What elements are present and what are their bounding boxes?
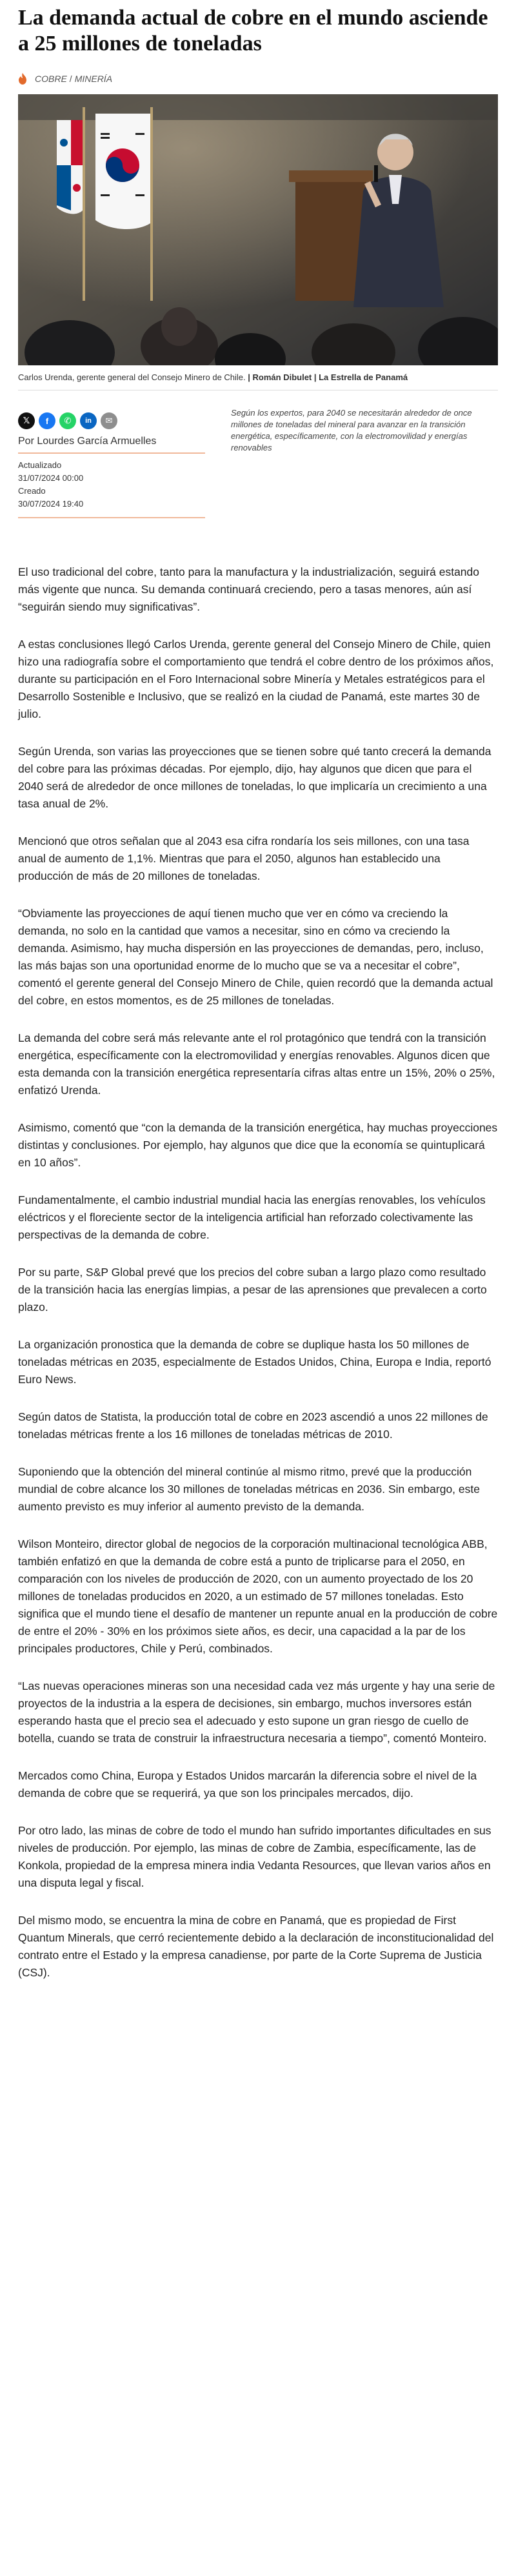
article-paragraph: Fundamentalmente, el cambio industrial mundial hacia las energías renovables, los vehículos eléctricos y el floreciente sector de la inteligencia artificial han reforzado colectivamente las perspectivas de la demanda de cobre. — [18, 1193, 486, 1241]
article-dates — [18, 454, 205, 518]
linkedin-icon[interactable]: in — [80, 412, 97, 429]
article-paragraph: El uso tradicional del cobre, tanto para la manufactura y la industrialización, seguirá estando más vigente que nunca. Su demanda continuará creciendo, pero a tasas menores, aún así “seguirán siendo muy significativas”. — [18, 565, 479, 613]
article-paragraph: Wilson Monteiro, director global de negocios de la corporación multinacional tecnológica ABB, también enfatizó en que la demanda de cobre está a punto de triplicarse para el 2050, en comparación con los niveles de producción de 2020, con un aumento proyectado de los 20 millones de toneladas producidos en 2020, a un estimado de 57 millones toneladas. Esto significa que el mundo tiene el desafío de mantener un repunte anual en la producción de cobre de entre el 20% - 30% en los próximos siete años, es decir, una capacidad a la par de los principales productores, Chile y Perú, combinados. — [18, 1537, 498, 1655]
created-date: 30/07/2024 19:40 — [18, 499, 84, 509]
section-tags — [0, 57, 516, 88]
hero-photo — [18, 94, 498, 365]
article-paragraph: Del mismo modo, se encuentra la mina de cobre en Panamá, que es propiedad de First Quantum Minerals, que cerró recientemente debido a la declaración de inconstitucionalidad del contrato entre el Estado y la empresa canadiense, por parte de la Corte Suprema de Justicia (CSJ). — [18, 1914, 494, 1979]
article-paragraph: Por su parte, S&P Global prevé que los precios del cobre suban a largo plazo como resultado de la transición hacia las energías limpias, a pesar de las aprensiones que prevalecen a corto plazo. — [18, 1266, 487, 1313]
whatsapp-icon[interactable]: ✆ — [59, 412, 76, 429]
article-paragraph: Asimismo, comentó que “con la demanda de la transición energética, hay muchas proyecciones distintas y conclusiones. Por ejemplo, hay algunos que dice que la economía se quintuplicará en 10 años”. — [18, 1121, 498, 1169]
article-paragraph: La demanda del cobre será más relevante ante el rol protagónico que tendrá con la transición energética, específicamente con la electromovilidad y energías renovables. Algunos dicen que esta demanda con la transición energética representaría cifras altas entre un 15%, 20% o 25%, enfatizó Urenda. — [18, 1031, 495, 1097]
share-buttons — [18, 412, 205, 429]
article-paragraph: Mercados como China, Europa y Estados Unidos marcarán la diferencia sobre el nivel de la demanda de cobre que se requerirá, ya que son los principales mercados, dijo. — [18, 1769, 477, 1800]
meta-left-column — [18, 407, 205, 518]
article-paragraph: “Obviamente las proyecciones de aquí tienen mucho que ver en cómo va creciendo la demanda, no solo en la cantidad que vamos a necesitar, sino en cómo va creciendo la demanda. Asimismo, hay mucha dispersión en las proyecciones de demandas, pero, incluso, las más bajas son una oportunidad enorme de lo mucho que se va a necesitar el cobre”, comentó el gerente general del Consejo Minero de Chile, quien recordó que la demanda actual del cobre, en estos momentos, es de 25 millones de toneladas. — [18, 907, 493, 1007]
article-paragraph: Según Urenda, son varias las proyecciones que se tienen sobre qué tanto crecerá la demanda del cobre para las próximas décadas. Por ejemplo, dijo, hay algunos que dicen que para el 2040 será de alrededor de once millones de toneladas, lo que implicaría un crecimiento a una tasa anual de 2%. — [18, 745, 491, 810]
facebook-icon[interactable]: f — [39, 412, 55, 429]
article-body — [0, 518, 516, 1982]
hero-photo-illustration — [18, 94, 498, 365]
created-label: Creado — [18, 486, 46, 496]
caption-text: Carlos Urenda, gerente general del Consejo Minero de Chile. — [18, 372, 246, 382]
updated-date: 31/07/2024 00:00 — [18, 473, 84, 483]
byline — [18, 436, 205, 454]
x-icon[interactable]: 𝕏 — [18, 412, 35, 429]
photo-caption — [0, 365, 516, 383]
article-paragraph: Según datos de Statista, la producción total de cobre en 2023 ascendió a unos 22 millones de toneladas métricas frente a los 16 millones de toneladas métricas de 2010. — [18, 1410, 488, 1441]
article-paragraph: “Las nuevas operaciones mineras son una necesidad cada vez más urgente y hay una serie de proyectos de la industria a la espera de decisiones, sin embargo, muchos inversores están esperando hasta que el precio sea el adecuado y esto supone un gran riesgo de cuello de botella, cuando se trata de construir la infraestructura necesaria a tiempo”, comentó Monteiro. — [18, 1679, 495, 1745]
email-icon[interactable]: ✉ — [101, 412, 117, 429]
section-flame-icon — [18, 72, 27, 85]
author-link[interactable]: Lourdes García Armuelles — [37, 436, 157, 447]
article-paragraph: Mencionó que otros señalan que al 2043 esa cifra rondaría los seis millones, con una tasa anual de aumento de 1,1%. Mientras que para el 2050, algunos han establecido una producción de más de 20 millones de toneladas. — [18, 835, 470, 882]
article-paragraph: A estas conclusiones llegó Carlos Urenda, gerente general del Consejo Minero de Chile, quien hizo una radiografía sobre el comportamiento que tendrá el cobre dentro de los próximos años, durante su participación en el Foro Internacional sobre Minería y Metales estratégicos para el Desarrollo Sostenible e Inclusivo, que se realizó en la ciudad de Panamá, este martes 30 de julio. — [18, 638, 494, 720]
article-paragraph: Por otro lado, las minas de cobre de todo el mundo han sufrido importantes dificultades en sus niveles de producción. Por ejemplo, las minas de cobre de Zambia, específicamente, las de Konkola, propiedad de la empresa minera india Vedanta Resources, que llevan varios años en una disputa legal y fiscal. — [18, 1824, 491, 1889]
section-separator: / — [69, 74, 72, 84]
article-paragraph: Suponiendo que la obtención del mineral continúe al mismo ritmo, prevé que la producción mundial de cobre alcance los 30 millones de toneladas métricas en 2036. Sin embargo, este aumento previsto es muy inferior al aumento previsto de la demanda. — [18, 1465, 480, 1513]
article-pullquote: Según los expertos, para 2040 se necesitarán alrededor de once millones de toneladas del mineral para avanzar en la transición energética, específicamente, con la electromovilidad y energías renovables — [231, 408, 472, 452]
section-tag-mineria[interactable]: MINERÍA — [74, 74, 113, 84]
article-meta — [0, 390, 516, 518]
caption-credit: | Román Dibulet | La Estrella de Panamá — [248, 372, 408, 382]
byline-prefix: Por — [18, 436, 34, 447]
article-headline: La demanda actual de cobre en el mundo asciende a 25 millones de toneladas — [18, 6, 488, 56]
section-tag-cobre[interactable]: COBRE — [35, 74, 67, 84]
article-paragraph: La organización pronostica que la demanda de cobre se duplique hasta los 50 millones de toneladas métricas en 2035, especialmente de Estados Unidos, China, Europa e India, reportó Euro News. — [18, 1338, 491, 1386]
updated-label: Actualizado — [18, 460, 62, 470]
